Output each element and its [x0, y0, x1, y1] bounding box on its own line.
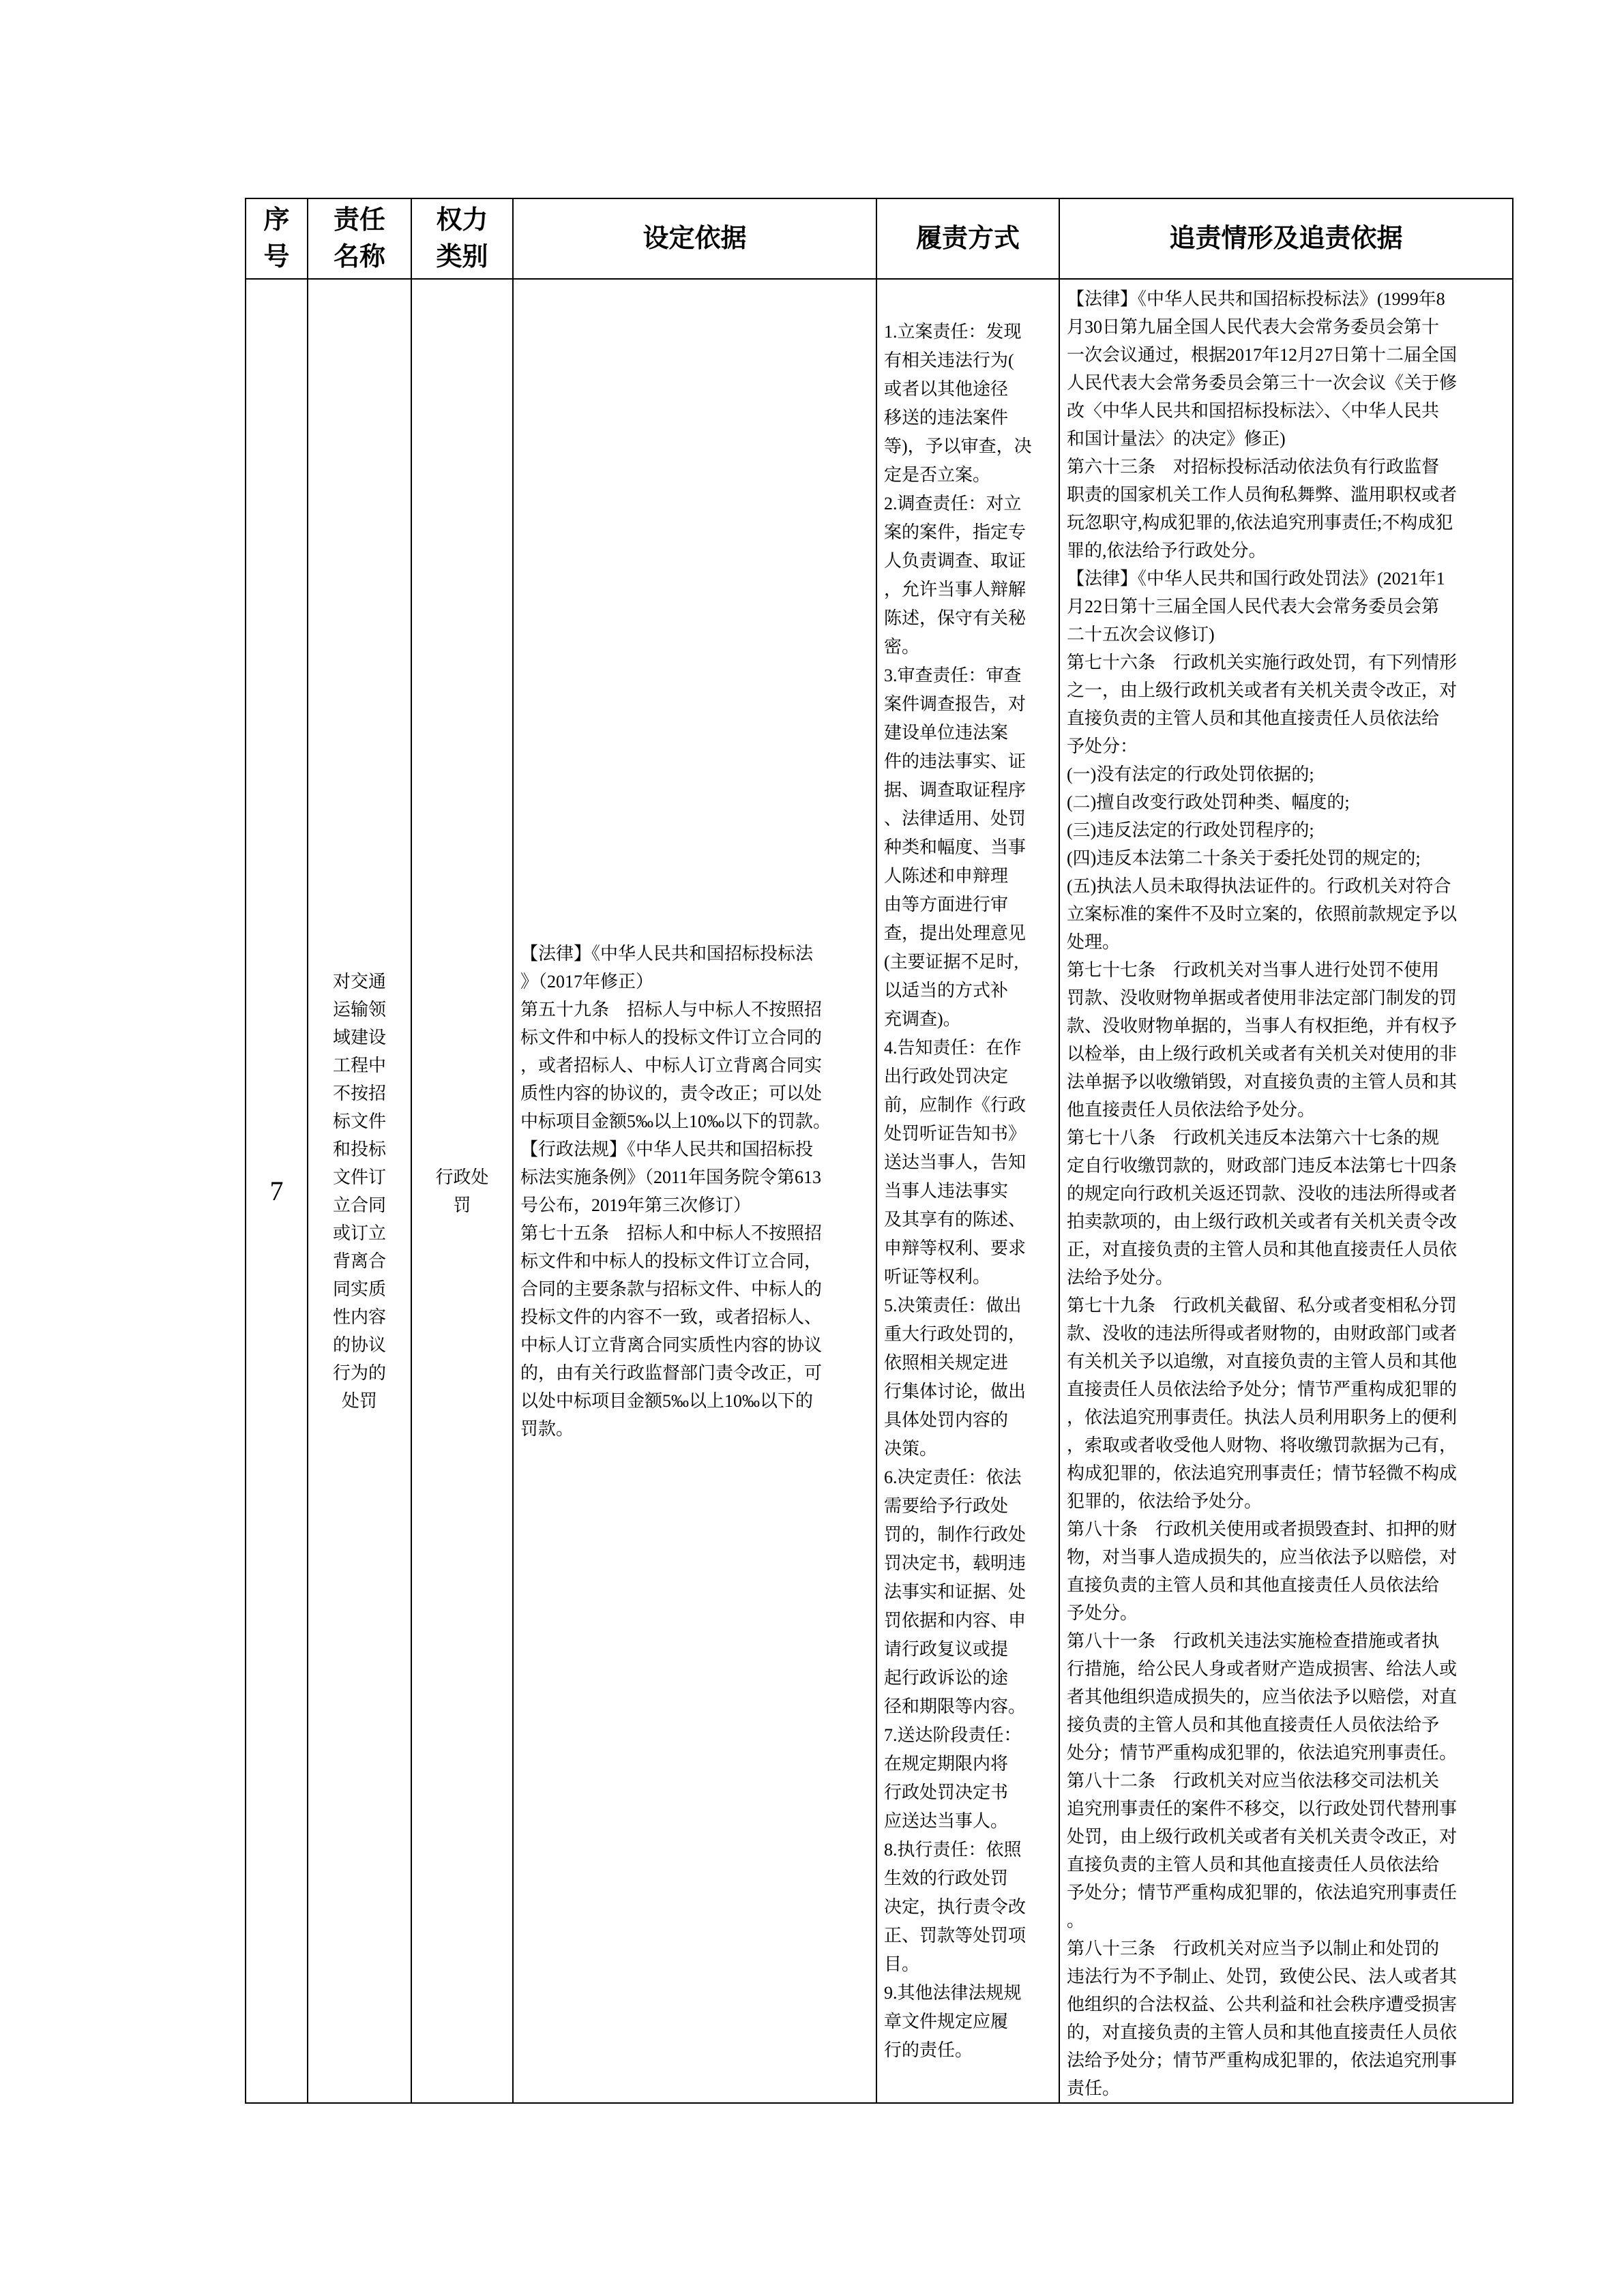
table-row — [246, 279, 1513, 2103]
text-line: 由等方面进行审 — [884, 894, 1009, 914]
text-line: 应送达当事人。 — [884, 1810, 1009, 1831]
header-line: 权力 — [436, 206, 488, 235]
cell-basis — [513, 279, 876, 2103]
text-line: 的协议 — [332, 1335, 386, 1355]
text-line: 罚依据和内容、申 — [884, 1610, 1027, 1630]
text-line: 文件订 — [332, 1167, 386, 1187]
header-accountability: 追责情形及追责依据 — [1059, 198, 1513, 279]
text-line: 听证等权利。 — [884, 1266, 991, 1287]
text-line: 移送的违法案件 — [884, 407, 1009, 428]
text-line: 中标项目金额5‰以上10‰以下的罚款。 — [520, 1111, 831, 1131]
text-line: 二十五次会议修订) — [1067, 625, 1215, 644]
responsibility-table — [245, 198, 1514, 2104]
text-line: 和投标 — [332, 1139, 386, 1159]
text-line: 行政处罚决定书 — [884, 1782, 1009, 1802]
text-line: 前，应制作《行政 — [884, 1094, 1027, 1115]
text-line: 号公布，2019年第三次修订） — [520, 1195, 752, 1215]
text-line: 起行政诉讼的途 — [884, 1667, 1009, 1688]
text-line: 8.执行责任：依照 — [884, 1839, 1022, 1860]
text-line: 决定，执行责令改 — [884, 1896, 1027, 1917]
text-line: 目。 — [884, 1954, 920, 1974]
text-line: 法事实和证据、处 — [884, 1581, 1027, 1602]
cell-seq: 7 — [246, 279, 308, 2103]
text-line: 罪的,依法给予行政处分。 — [1067, 541, 1267, 561]
text-line: 等)，予以审查，决 — [884, 436, 1032, 456]
text-line: 申辩等权利、要求 — [884, 1238, 1027, 1258]
text-line: 款、没收的违法所得或者财物的，由财政部门或者 — [1067, 1324, 1458, 1343]
text-line: 人民代表大会常务委员会第三十一次会议《关于修 — [1067, 373, 1458, 393]
text-line: 行集体讨论，做出 — [884, 1381, 1027, 1401]
text-line: 第五十九条 招标人与中标人不按照招 — [520, 999, 823, 1019]
text-line: 处分；情节严重构成犯罪的，依法追究刑事责任。 — [1067, 1743, 1458, 1763]
text-line: 域建设 — [332, 1027, 386, 1047]
text-line: 第八十二条 行政机关对应当依法移交司法机关 — [1067, 1771, 1440, 1791]
text-line: 种类和幅度、当事 — [884, 837, 1027, 857]
text-line: 处理。 — [1067, 932, 1121, 952]
text-line: 标文件和中标人的投标文件订立合同， — [520, 1251, 823, 1271]
text-line: 以检举，由上级行政机关或者有关机关对使用的非 — [1067, 1044, 1458, 1064]
text-line: 中标人订立背离合同实质性内容的协议 — [520, 1335, 823, 1355]
text-line: 有相关违法行为( — [884, 350, 1014, 370]
text-line: 查，提出处理意见 — [884, 923, 1027, 943]
text-line: 件的违法事实、证 — [884, 751, 1027, 771]
text-line: 定自行收缴罚款的，财政部门违反本法第七十四条 — [1067, 1156, 1458, 1176]
text-line: 法给予处分；情节严重构成犯罪的，依法追究刑事 — [1067, 2051, 1458, 2070]
text-line: 性内容 — [332, 1307, 386, 1327]
text-line: 【法律】《中华人民共和国招标投标法》(1999年8 — [1067, 289, 1445, 309]
header-method: 履责方式 — [876, 198, 1059, 279]
text-line: 第七十五条 招标人和中标人不按照招 — [520, 1223, 823, 1243]
text-line: 在规定期限内将 — [884, 1753, 1009, 1774]
text-line: 质性内容的协议的，责令改正；可以处 — [520, 1083, 823, 1103]
text-line: 建设单位违法案 — [884, 722, 1009, 743]
text-line: 据、调查取证程序 — [884, 779, 1027, 800]
text-line: 改〈中华人民共和国招标投标法〉、〈中华人民共 — [1067, 401, 1440, 421]
text-line: 直接负责的主管人员和其他直接责任人员依法给 — [1067, 1575, 1440, 1595]
text-line: 罚款、没收财物单据或者使用非法定部门制发的罚 — [1067, 988, 1458, 1008]
header-seq — [246, 198, 308, 279]
text-line: 违法行为不予制止、处罚，致使公民、法人或者其 — [1067, 1967, 1458, 1986]
text-line: 职责的国家机关工作人员徇私舞弊、滥用职权或者 — [1067, 485, 1458, 505]
text-line: (三)违反法定的行政处罚程序的; — [1067, 820, 1314, 840]
text-line: 的，由有关行政监督部门责令改正，可 — [520, 1362, 823, 1383]
text-line: 第八十条 行政机关使用或者损毁查封、扣押的财 — [1067, 1519, 1458, 1539]
text-line: 陈述，保守有关秘 — [884, 608, 1027, 628]
header-basis: 设定依据 — [513, 198, 876, 279]
text-line: 第七十六条 行政机关实施行政处罚，有下列情形 — [1067, 653, 1458, 672]
text-line: 之一，由上级行政机关或者有关机关责令改正，对 — [1067, 681, 1458, 700]
text-line: 以处中标项目金额5‰以上10‰以下的 — [520, 1390, 814, 1411]
text-line: 立案标准的案件不及时立案的，依照前款规定予以 — [1067, 904, 1458, 924]
text-line: 的，对直接负责的主管人员和其他直接责任人员依 — [1067, 2023, 1458, 2042]
header-row — [246, 198, 1513, 279]
text-line: 径和期限等内容。 — [884, 1696, 1027, 1716]
text-line: 【行政法规】《中华人民共和国招标投 — [520, 1139, 814, 1159]
text-line: 予处分。 — [1067, 1603, 1138, 1623]
text-line: 出行政处罚决定 — [884, 1066, 1009, 1086]
text-line: 投标文件的内容不一致，或者招标人、 — [520, 1307, 823, 1327]
cell-accountability — [1059, 279, 1513, 2103]
text-line: 重大行政处罚的， — [884, 1324, 1027, 1344]
text-line: 追究刑事责任的案件不移交，以行政处罚代替刑事 — [1067, 1799, 1458, 1819]
text-line: 和国计量法〉的决定》修正) — [1067, 429, 1286, 449]
header-line: 序 — [263, 206, 290, 235]
text-line: 正、罚款等处罚项 — [884, 1925, 1027, 1945]
text-line: 处罚，由上级行政机关或者有关机关责令改正，对 — [1067, 1827, 1458, 1847]
text-line: 第七十九条 行政机关截留、私分或者变相私分罚 — [1067, 1296, 1458, 1315]
text-line: 行为的 — [332, 1362, 386, 1383]
text-line: 案件调查报告，对 — [884, 694, 1027, 714]
text-line: 定是否立案。 — [884, 464, 991, 485]
text-line: 第七十八条 行政机关违反本法第六十七条的规 — [1067, 1128, 1440, 1148]
text-line: 他组织的合法权益、公共利益和社会秩序遭受损害 — [1067, 1995, 1458, 2014]
text-line: 第八十三条 行政机关对应当予以制止和处罚的 — [1067, 1939, 1440, 1958]
text-line: 物，对当事人造成损失的，应当依法予以赔偿，对 — [1067, 1547, 1458, 1567]
text-line: 直接负责的主管人员和其他直接责任人员依法给 — [1067, 1855, 1440, 1875]
text-line: 案的案件，指定专 — [884, 522, 1027, 542]
text-line: 正，对直接负责的主管人员和其他直接责任人员依 — [1067, 1240, 1458, 1259]
header-line: 责任 — [333, 206, 385, 235]
text-line: 3.审查责任：审查 — [884, 665, 1022, 685]
text-line: 以适当的方式补 — [884, 980, 1009, 1000]
text-line: 标文件和中标人的投标文件订立合同的 — [520, 1027, 823, 1047]
header-type — [411, 198, 513, 279]
text-line: 的规定向行政机关返还罚款、没收的违法所得或者 — [1067, 1184, 1458, 1204]
text-line: 工程中 — [332, 1055, 386, 1075]
text-line: 运输领 — [332, 999, 386, 1019]
text-line: 第七十七条 行政机关对当事人进行处罚不使用 — [1067, 960, 1440, 980]
text-line: 行的责任。 — [884, 2040, 973, 2060]
text-line: 不按招 — [332, 1083, 386, 1103]
text-line: 月30日第九届全国人民代表大会常务委员会第十 — [1067, 317, 1440, 337]
text-line: 罚的，制作行政处 — [884, 1524, 1027, 1545]
text-line: 依照相关规定进 — [884, 1352, 1009, 1373]
header-line: 类别 — [436, 243, 488, 271]
text-line: 他直接责任人员依法给予处分。 — [1067, 1100, 1316, 1120]
text-line: 【法律】《中华人民共和国行政处罚法》(2021年1 — [1067, 569, 1445, 588]
text-line: 构成犯罪的，依法追究刑事责任；情节轻微不构成 — [1067, 1463, 1458, 1483]
cell-type — [411, 279, 513, 2103]
text-line: 法给予处分。 — [1067, 1268, 1174, 1287]
text-line: 罚决定书，载明违 — [884, 1553, 1027, 1573]
text-line: 人负责调查、取证 — [884, 550, 1027, 571]
header-line: 名称 — [333, 243, 385, 271]
text-line: 背离合 — [332, 1251, 386, 1271]
text-line: 第六十三条 对招标投标活动依法负有行政监督 — [1067, 457, 1440, 477]
text-line: 拍卖款项的，由上级行政机关或者有关机关责令改 — [1067, 1212, 1458, 1232]
text-line: 玩忽职守,构成犯罪的,依法追究刑事责任;不构成犯 — [1067, 513, 1453, 533]
text-line: 同实质 — [332, 1279, 386, 1299]
text-line: 【法律】《中华人民共和国招标投标法 — [520, 943, 814, 964]
text-line: (二)擅自改变行政处罚种类、幅度的; — [1067, 792, 1350, 812]
text-line: 标法实施条例》（2011年国务院令第613 — [520, 1167, 822, 1187]
text-line: 标文件 — [332, 1111, 386, 1131]
text-line: 4.告知责任：在作 — [884, 1037, 1022, 1058]
text-line: 及其享有的陈述、 — [884, 1209, 1027, 1229]
header-name — [308, 198, 411, 279]
text-line: 9.其他法律法规规 — [884, 1982, 1022, 2003]
text-line: 》（2017年修正） — [520, 971, 654, 992]
text-line: 立合同 — [332, 1195, 386, 1215]
text-line: (四)违反本法第二十条关于委托处罚的规定的; — [1067, 848, 1421, 868]
text-line: 予处分： — [1067, 736, 1138, 756]
text-line: 接负责的主管人员和其他直接责任人员依法给予 — [1067, 1715, 1440, 1735]
text-line: 月22日第十三届全国人民代表大会常务委员会第 — [1067, 597, 1440, 616]
text-line: 1.立案责任：发现 — [884, 321, 1022, 342]
text-line: ，或者招标人、中标人订立背离合同实 — [520, 1055, 823, 1075]
header-line: 号 — [263, 243, 290, 271]
text-line: 决策。 — [884, 1438, 938, 1459]
text-line: 5.决策责任：做出 — [884, 1295, 1022, 1315]
text-line: 需要给予行政处 — [884, 1495, 1009, 1516]
text-line: 予处分；情节严重构成犯罪的，依法追究刑事责任 — [1067, 1883, 1458, 1903]
text-line: 6.决定责任：依法 — [884, 1467, 1022, 1487]
text-line: ，索取或者收受他人财物、将收缴罚款据为己有， — [1067, 1435, 1458, 1455]
text-line: 行措施，给公民人身或者财产造成损害、给法人或 — [1067, 1659, 1458, 1679]
text-line: (一)没有法定的行政处罚依据的; — [1067, 764, 1314, 784]
text-line: 直接负责的主管人员和其他直接责任人员依法给 — [1067, 709, 1440, 728]
text-line: 生效的行政处罚 — [884, 1868, 1009, 1888]
text-line: 当事人违法事实 — [884, 1180, 1009, 1201]
text-line: 请行政复议或提 — [884, 1639, 1009, 1659]
text-line: 者其他组织造成损失的，应当依法予以赔偿，对直 — [1067, 1687, 1458, 1707]
text-line: 处罚 — [341, 1390, 377, 1411]
text-line: 2.调查责任：对立 — [884, 493, 1022, 513]
text-line: 。 — [1067, 1911, 1085, 1930]
text-line: 款、没收财物单据的，当事人有权拒绝，并有权予 — [1067, 1016, 1458, 1036]
text-line: 第八十一条 行政机关违法实施检查措施或者执 — [1067, 1631, 1440, 1651]
text-line: 有关机关予以追缴，对直接负责的主管人员和其他 — [1067, 1352, 1458, 1371]
text-line: 具体处罚内容的 — [884, 1410, 1009, 1430]
text-line: 罚款。 — [520, 1418, 574, 1439]
text-line: 或订立 — [332, 1223, 386, 1243]
text-line: (五)执法人员未取得执法证件的。行政机关对符合 — [1067, 876, 1451, 896]
text-line: 合同的主要条款与招标文件、中标人的 — [520, 1279, 823, 1299]
text-line: 直接责任人员依法给予处分；情节严重构成犯罪的 — [1067, 1380, 1458, 1399]
text-line: 罚 — [453, 1195, 471, 1215]
text-line: 犯罪的，依法给予处分。 — [1067, 1491, 1263, 1511]
text-line: 送达当事人，告知 — [884, 1152, 1027, 1172]
text-line: 、法律适用、处罚 — [884, 808, 1027, 829]
text-line: ，依法追究刑事责任。执法人员利用职务上的便利 — [1067, 1407, 1458, 1427]
text-line: 一次会议通过，根据2017年12月27日第十二届全国 — [1067, 345, 1458, 365]
text-line: 充调查)。 — [884, 1009, 961, 1029]
text-line: 密。 — [884, 636, 920, 657]
text-line: (主要证据不足时, — [884, 951, 1019, 972]
text-line: 行政处 — [435, 1167, 489, 1187]
text-line: 法单据予以收缴销毁，对直接负责的主管人员和其 — [1067, 1072, 1458, 1092]
text-line: 对交通 — [332, 971, 386, 992]
text-line: 章文件规定应履 — [884, 2011, 1009, 2031]
text-line: 处罚听证告知书》 — [884, 1123, 1027, 1144]
text-line: 责任。 — [1067, 2078, 1121, 2098]
text-line: 人陈述和申辩理 — [884, 865, 1009, 886]
text-line: 或者以其他途径 — [884, 378, 1009, 399]
cell-name — [308, 279, 411, 2103]
text-line: 7.送达阶段责任： — [884, 1725, 1022, 1745]
cell-method — [876, 279, 1059, 2103]
text-line: ，允许当事人辩解 — [884, 579, 1027, 599]
